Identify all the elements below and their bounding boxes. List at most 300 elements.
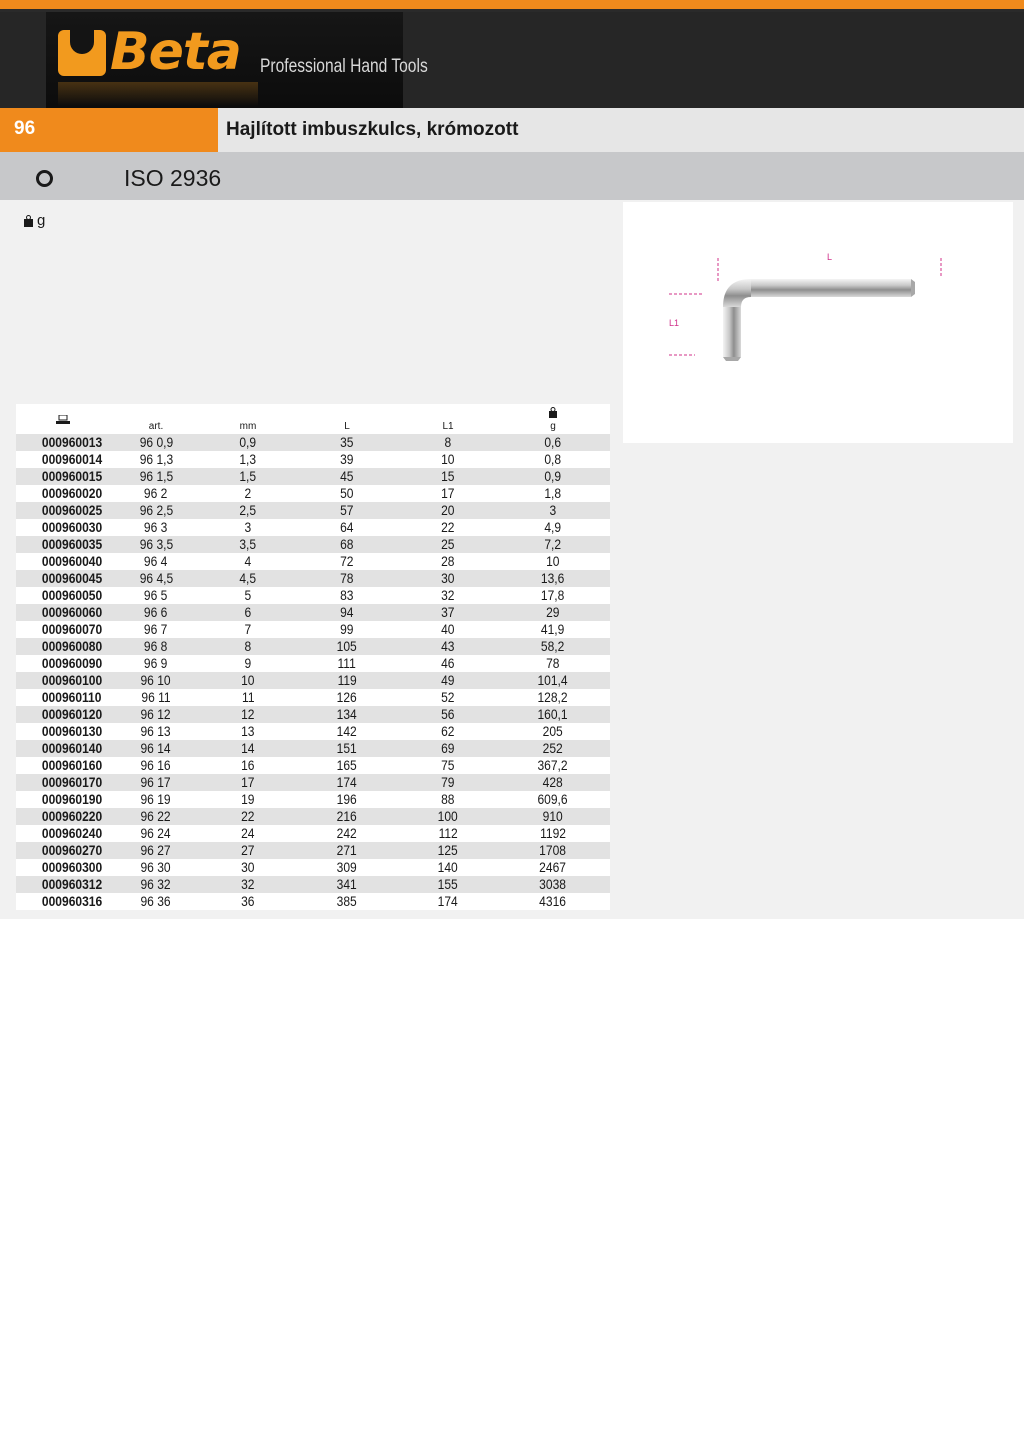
cell-size-mm (202, 485, 294, 502)
cell-article-text: 96 2 (144, 485, 168, 501)
cell-code-text: 000960020 (41, 485, 103, 501)
cell-weight-g-text: 1192 (540, 825, 566, 841)
cell-weight-g-text: 0,9 (544, 468, 562, 484)
cell-length-l1-text: 10 (441, 451, 455, 467)
cell-size-mm (202, 842, 294, 859)
cell-length-l-text: 39 (340, 451, 354, 467)
cell-length-l (294, 791, 400, 808)
hex-key-bend (723, 279, 751, 307)
cell-length-l-text: 151 (336, 740, 358, 756)
cell-length-l (294, 757, 400, 774)
cell-size-mm (202, 434, 294, 451)
table-row (16, 655, 610, 672)
cell-weight-g (496, 757, 610, 774)
table-row (16, 604, 610, 621)
cell-article (110, 519, 202, 536)
table-row (16, 451, 610, 468)
cell-size-mm (202, 519, 294, 536)
cell-code-text: 000960070 (41, 621, 103, 637)
product-title-bar (0, 108, 1024, 152)
cell-length-l1 (400, 740, 496, 757)
cell-size-mm (202, 774, 294, 791)
cell-size-mm-text: 17 (241, 774, 255, 790)
cell-code-text: 000960316 (41, 893, 103, 909)
cell-article (110, 808, 202, 825)
cell-code (16, 519, 110, 536)
cell-length-l1-text: 112 (438, 825, 458, 841)
cell-length-l-text: 35 (340, 434, 354, 450)
cell-length-l (294, 859, 400, 876)
cell-article-text: 96 8 (144, 638, 168, 654)
cell-weight-g (496, 723, 610, 740)
cell-length-l-text: 341 (336, 876, 358, 892)
cell-length-l-text: 64 (340, 519, 354, 535)
brand-name: Beta (110, 22, 241, 82)
cell-article-text: 96 1,5 (139, 468, 173, 484)
cell-weight-g-text: 3038 (539, 876, 567, 892)
cell-size-mm (202, 808, 294, 825)
cell-code-text: 000960270 (41, 842, 103, 858)
cell-code-text: 000960130 (41, 723, 103, 739)
cell-length-l1-text: 79 (441, 774, 455, 790)
brand-logo (46, 12, 428, 108)
cell-weight-g-text: 101,4 (537, 672, 569, 688)
cell-code (16, 502, 110, 519)
cell-length-l1 (400, 485, 496, 502)
cell-length-l (294, 536, 400, 553)
cell-weight-g-text: 910 (542, 808, 564, 824)
cell-length-l (294, 604, 400, 621)
cell-article (110, 740, 202, 757)
brand-tagline: Professional Hand Tools (260, 56, 428, 77)
product-code: 96 (14, 118, 36, 139)
cell-weight-g (496, 740, 610, 757)
cell-length-l1 (400, 723, 496, 740)
cell-article-text: 96 19 (140, 791, 172, 807)
specification-table (16, 404, 610, 910)
cell-article (110, 757, 202, 774)
cell-length-l1 (400, 655, 496, 672)
cell-article-text: 96 10 (140, 672, 172, 688)
cell-article (110, 842, 202, 859)
cell-length-l (294, 876, 400, 893)
cell-article-text: 96 3,5 (139, 536, 173, 552)
cell-weight-g-text: 609,6 (537, 791, 569, 807)
cell-article (110, 468, 202, 485)
cell-size-mm (202, 876, 294, 893)
top-stripe (0, 0, 1024, 12)
cell-weight-g-text: 2467 (539, 859, 567, 875)
cell-size-mm-text: 36 (241, 893, 255, 909)
hex-key-illustration (623, 202, 1013, 443)
table-row (16, 570, 610, 587)
cell-weight-g (496, 468, 610, 485)
cell-length-l (294, 740, 400, 757)
cell-article (110, 689, 202, 706)
cell-length-l1-text: 125 (437, 842, 459, 858)
cell-code-text: 000960015 (41, 468, 103, 484)
cell-size-mm-text: 7 (244, 621, 252, 637)
cell-code-text: 000960090 (41, 655, 103, 671)
hex-key-tip (911, 279, 915, 297)
cell-article (110, 570, 202, 587)
cell-code-text: 000960100 (41, 672, 103, 688)
cell-length-l1-text: 25 (441, 536, 455, 552)
table-row (16, 757, 610, 774)
cell-length-l1 (400, 519, 496, 536)
cell-size-mm (202, 604, 294, 621)
hex-key-short-tip (723, 357, 741, 361)
table-row (16, 808, 610, 825)
cell-code-text: 000960045 (41, 570, 103, 586)
cell-size-mm-text: 3 (244, 519, 252, 535)
table-row (16, 587, 610, 604)
cell-length-l1 (400, 842, 496, 859)
cell-length-l-text: 309 (336, 859, 358, 875)
column-header-mm: mm (239, 421, 257, 432)
cell-article-text: 96 2,5 (139, 502, 173, 518)
cell-article (110, 587, 202, 604)
cell-length-l (294, 638, 400, 655)
cell-length-l1-text: 32 (441, 587, 455, 603)
cell-weight-g-text: 78 (546, 655, 560, 671)
cell-weight-g (496, 451, 610, 468)
column-header-g: g (550, 421, 556, 432)
cell-length-l1 (400, 604, 496, 621)
cell-code (16, 536, 110, 553)
cell-size-mm-text: 32 (241, 876, 255, 892)
hex-key-short-arm (723, 307, 741, 357)
cell-weight-g (496, 434, 610, 451)
cell-length-l1 (400, 706, 496, 723)
cell-code-text: 000960050 (41, 587, 103, 603)
cell-article-text: 96 36 (140, 893, 172, 909)
cell-weight-g (496, 621, 610, 638)
cell-weight-g-text: 1708 (539, 842, 567, 858)
cell-length-l (294, 553, 400, 570)
cell-code (16, 859, 110, 876)
cell-code (16, 434, 110, 451)
cell-article-text: 96 5 (144, 587, 168, 603)
cell-length-l1-text: 28 (441, 553, 455, 569)
cell-code (16, 587, 110, 604)
cell-length-l (294, 485, 400, 502)
cell-code (16, 774, 110, 791)
cell-size-mm-text: 2 (244, 485, 252, 501)
cell-weight-g (496, 519, 610, 536)
cell-size-mm-text: 10 (241, 672, 255, 688)
cell-article (110, 604, 202, 621)
cell-article (110, 774, 202, 791)
cell-code (16, 553, 110, 570)
cell-weight-g (496, 825, 610, 842)
cell-article-text: 96 12 (140, 706, 172, 722)
cell-code-text: 000960240 (41, 825, 103, 841)
table-row (16, 553, 610, 570)
cell-length-l1 (400, 536, 496, 553)
table-row (16, 638, 610, 655)
cell-length-l (294, 434, 400, 451)
cell-code-text: 000960170 (41, 774, 103, 790)
cell-article-text: 96 3 (144, 519, 168, 535)
cell-article (110, 621, 202, 638)
cell-code (16, 604, 110, 621)
packaging-icon (56, 415, 70, 428)
cell-length-l1 (400, 502, 496, 519)
cell-size-mm (202, 757, 294, 774)
table-row (16, 689, 610, 706)
cell-size-mm (202, 638, 294, 655)
cell-length-l-text: 50 (340, 485, 354, 501)
cell-code (16, 451, 110, 468)
cell-weight-g (496, 638, 610, 655)
cell-weight-g (496, 791, 610, 808)
cell-weight-g-text: 252 (542, 740, 564, 756)
cell-length-l-text: 57 (340, 502, 354, 518)
cell-article (110, 638, 202, 655)
cell-article (110, 485, 202, 502)
cell-code (16, 893, 110, 910)
cell-article (110, 536, 202, 553)
cell-size-mm-text: 30 (241, 859, 255, 875)
wrench-logo-icon (58, 30, 106, 76)
weight-icon (549, 407, 557, 421)
cell-code (16, 468, 110, 485)
product-code-box (0, 108, 218, 152)
cell-article (110, 706, 202, 723)
table-row (16, 434, 610, 451)
cell-article (110, 859, 202, 876)
cell-length-l (294, 842, 400, 859)
cell-length-l1-text: 17 (441, 485, 455, 501)
cell-article (110, 893, 202, 910)
cell-code-text: 000960160 (41, 757, 103, 773)
cell-weight-g-text: 367,2 (537, 757, 569, 773)
cell-code (16, 689, 110, 706)
cell-size-mm (202, 536, 294, 553)
cell-size-mm (202, 740, 294, 757)
cell-size-mm-text: 24 (241, 825, 255, 841)
cell-length-l (294, 689, 400, 706)
cell-length-l (294, 570, 400, 587)
cell-weight-g-text: 1,8 (544, 485, 562, 501)
cell-size-mm (202, 893, 294, 910)
cell-length-l-text: 216 (336, 808, 358, 824)
cell-code (16, 570, 110, 587)
cell-length-l (294, 451, 400, 468)
table-row (16, 825, 610, 842)
product-title: Hajlított imbuszkulcs, krómozott (226, 119, 519, 140)
cell-length-l1 (400, 621, 496, 638)
iso-standard: ISO 2936 (124, 165, 222, 191)
weight-unit: g (37, 212, 46, 229)
cell-weight-g-text: 41,9 (541, 621, 565, 637)
cell-weight-g-text: 58,2 (541, 638, 565, 654)
cell-code-text: 000960014 (41, 451, 103, 467)
cell-weight-g (496, 859, 610, 876)
cell-length-l-text: 134 (336, 706, 358, 722)
cell-size-mm-text: 27 (241, 842, 255, 858)
cell-length-l (294, 808, 400, 825)
cell-length-l-text: 105 (336, 638, 358, 654)
cell-length-l1 (400, 774, 496, 791)
cell-code-text: 000960030 (41, 519, 103, 535)
table-header (16, 404, 610, 434)
ring-icon (36, 170, 53, 187)
cell-size-mm-text: 1,3 (239, 451, 257, 467)
cell-article-text: 96 7 (144, 621, 168, 637)
cell-code (16, 825, 110, 842)
cell-weight-g-text: 428 (542, 774, 564, 790)
cell-weight-g (496, 536, 610, 553)
cell-article (110, 723, 202, 740)
cell-length-l1 (400, 434, 496, 451)
cell-weight-g (496, 774, 610, 791)
cell-length-l1-text: 46 (441, 655, 455, 671)
cell-length-l1 (400, 468, 496, 485)
cell-size-mm-text: 14 (241, 740, 255, 756)
cell-length-l (294, 706, 400, 723)
cell-length-l1 (400, 859, 496, 876)
table-row (16, 536, 610, 553)
cell-code-text: 000960035 (41, 536, 103, 552)
cell-size-mm-text: 16 (241, 757, 255, 773)
cell-length-l-text: 242 (336, 825, 358, 841)
cell-article-text: 96 30 (140, 859, 172, 875)
cell-length-l (294, 621, 400, 638)
cell-length-l1-text: 140 (437, 859, 459, 875)
cell-code (16, 485, 110, 502)
cell-weight-g (496, 706, 610, 723)
cell-size-mm (202, 825, 294, 842)
cell-article (110, 553, 202, 570)
cell-length-l1-text: 100 (437, 808, 459, 824)
cell-code (16, 706, 110, 723)
cell-article (110, 451, 202, 468)
cell-length-l-text: 196 (336, 791, 358, 807)
cell-length-l (294, 672, 400, 689)
table-row (16, 502, 610, 519)
table-row (16, 519, 610, 536)
cell-article-text: 96 32 (140, 876, 172, 892)
cell-size-mm-text: 3,5 (239, 536, 257, 552)
cell-length-l1 (400, 570, 496, 587)
cell-length-l-text: 119 (337, 672, 357, 688)
cell-weight-g (496, 689, 610, 706)
cell-length-l1 (400, 451, 496, 468)
cell-code (16, 757, 110, 774)
cell-length-l-text: 72 (340, 553, 354, 569)
table-row (16, 876, 610, 893)
cell-article-text: 96 13 (140, 723, 172, 739)
cell-weight-g-text: 3 (549, 502, 557, 518)
weight-icon (24, 215, 33, 227)
cell-length-l1 (400, 808, 496, 825)
cell-weight-g-text: 205 (542, 723, 564, 739)
cell-length-l (294, 893, 400, 910)
cell-article-text: 96 4,5 (139, 570, 173, 586)
table-row (16, 859, 610, 876)
cell-size-mm (202, 859, 294, 876)
cell-article-text: 96 6 (144, 604, 168, 620)
cell-code (16, 621, 110, 638)
cell-size-mm (202, 621, 294, 638)
cell-length-l1 (400, 638, 496, 655)
cell-code-text: 000960110 (41, 689, 102, 705)
cell-length-l-text: 271 (336, 842, 358, 858)
cell-weight-g-text: 29 (546, 604, 560, 620)
cell-length-l1 (400, 825, 496, 842)
cell-length-l1-text: 15 (441, 468, 455, 484)
cell-code-text: 000960300 (41, 859, 103, 875)
cell-article-text: 96 4 (144, 553, 168, 569)
cell-length-l-text: 111 (337, 655, 357, 671)
cell-code-text: 000960013 (41, 434, 103, 450)
cell-size-mm-text: 6 (244, 604, 252, 620)
cell-article-text: 96 1,3 (139, 451, 173, 467)
cell-weight-g (496, 553, 610, 570)
cell-length-l-text: 99 (340, 621, 354, 637)
cell-size-mm-text: 9 (244, 655, 252, 671)
cell-length-l1 (400, 893, 496, 910)
cell-size-mm-text: 4,5 (239, 570, 257, 586)
cell-length-l-text: 385 (336, 893, 358, 909)
cell-weight-g-text: 160,1 (537, 706, 569, 722)
cell-code (16, 791, 110, 808)
cell-code (16, 842, 110, 859)
logo-reflection (58, 82, 258, 106)
table-row (16, 842, 610, 859)
cell-article (110, 825, 202, 842)
cell-length-l (294, 587, 400, 604)
cell-length-l1-text: 37 (441, 604, 455, 620)
cell-length-l1-text: 43 (441, 638, 455, 654)
cell-size-mm-text: 5 (244, 587, 252, 603)
table-row (16, 774, 610, 791)
cell-weight-g-text: 128,2 (537, 689, 569, 705)
cell-length-l1-text: 62 (441, 723, 455, 739)
cell-code-text: 000960220 (41, 808, 103, 824)
cell-length-l-text: 174 (336, 774, 358, 790)
cell-article (110, 434, 202, 451)
cell-article (110, 791, 202, 808)
cell-length-l1-text: 56 (441, 706, 455, 722)
cell-length-l (294, 825, 400, 842)
cell-article (110, 876, 202, 893)
cell-weight-g-text: 10 (546, 553, 560, 569)
cell-size-mm (202, 553, 294, 570)
cell-weight-g-text: 17,8 (541, 587, 565, 603)
cell-weight-g (496, 485, 610, 502)
table-row (16, 485, 610, 502)
cell-size-mm (202, 672, 294, 689)
cell-size-mm-text: 22 (241, 808, 255, 824)
cell-article (110, 502, 202, 519)
cell-length-l1-text: 8 (444, 434, 452, 450)
cell-size-mm (202, 468, 294, 485)
cell-size-mm (202, 502, 294, 519)
dimension-label-l1: L1 (669, 318, 680, 328)
cell-size-mm-text: 4 (244, 553, 252, 569)
cell-length-l (294, 519, 400, 536)
cell-size-mm-text: 12 (241, 706, 255, 722)
cell-length-l1-text: 174 (437, 893, 459, 909)
table-row (16, 468, 610, 485)
product-image-panel (623, 202, 1013, 443)
cell-code (16, 672, 110, 689)
cell-code (16, 638, 110, 655)
cell-length-l (294, 655, 400, 672)
